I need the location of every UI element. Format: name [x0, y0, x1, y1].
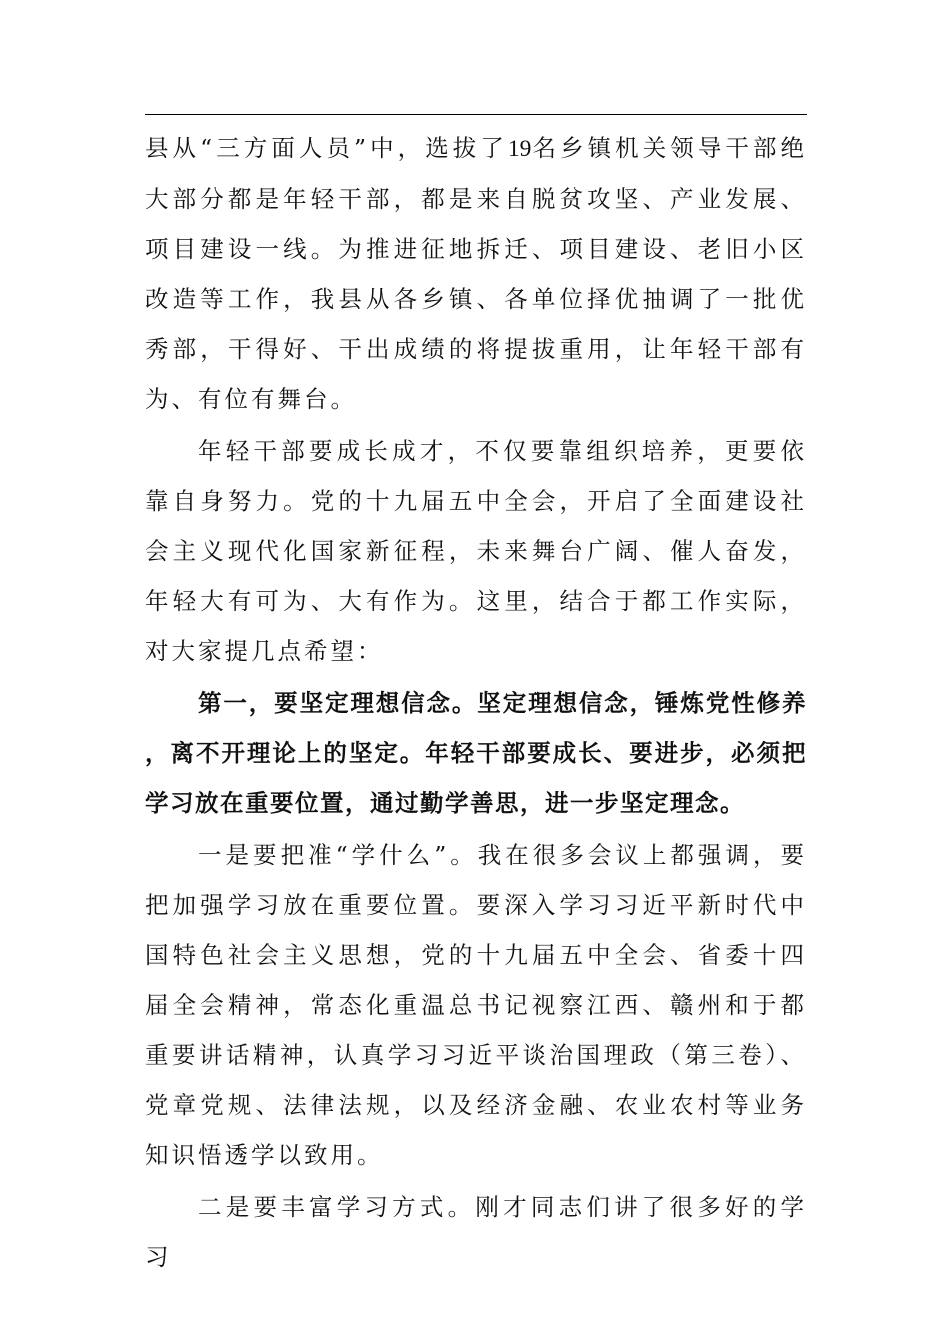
paragraph-1-text: 县从“三方面人员”中，选拔了: [145, 134, 508, 162]
section-heading-first: [145, 678, 807, 828]
paragraph-4-text: 二是要丰富学习方式。刚才同志们讲了很多好的学习: [145, 1193, 807, 1271]
paragraph-3-text: 一是要把准“学什么”。我在很多会议上都强调，要把加强学习放在重要位置。要深入学习习近平新时代中国特色社会主义思想，党的十九届五中全会、省委十四届全会精神，常态化重温总书记视察江西、赣州和于都重要讲话精神，认真学习习近平谈治国理政（第三卷）、党章党规、法律法规，以及经济金融、农业农村等业务知识悟透学以致用。: [145, 841, 807, 1169]
section-heading-first-text: 第一，要坚定理想信念。坚定理想信念，锤炼党性修养，离不开理论上的坚定。年轻干部要成长、要进步，必须把学习放在重要位置，通过勤学善思，进一步坚定理念。: [145, 689, 807, 817]
paragraph-2: [145, 426, 807, 676]
header-rule: [145, 114, 807, 115]
paragraph-4: [145, 1182, 807, 1282]
document-body: [145, 123, 807, 1282]
paragraph-1-text-cont: 名乡镇机关领导干部绝大部分都是年轻干部，都是来自脱贫攻坚、产业发展、项目建设一线。为推进征地拆迁、项目建设、老旧小区改造等工作，我县从各乡镇、各单位择优抽调了一批优秀部，干得好、干出成绩的将提拔重用，让年轻干部有为、有位有舞台。: [145, 134, 808, 413]
paragraph-1: [145, 123, 807, 424]
paragraph-3: [145, 830, 807, 1180]
paragraph-1-number: 19: [507, 136, 532, 162]
paragraph-2-text: 年轻干部要成长成才，不仅要靠组织培养，更要依靠自身努力。党的十九届五中全会，开启了全面建设社会主义现代化国家新征程，未来舞台广阔、催人奋发，年轻大有可为、大有作为。这里，结合于都工作实际，对大家提几点希望：: [145, 437, 807, 665]
